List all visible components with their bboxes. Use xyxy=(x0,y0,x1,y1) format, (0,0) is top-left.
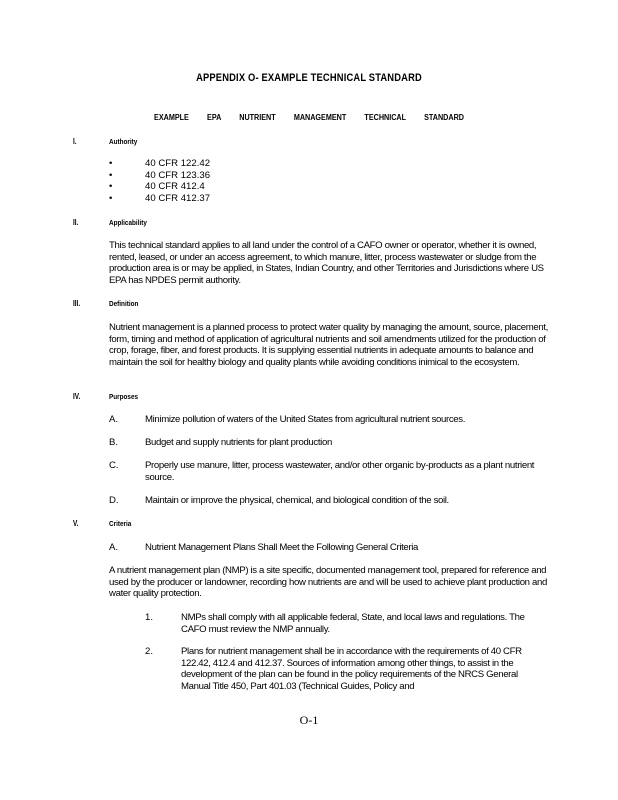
section-number-authority: I. xyxy=(73,137,77,146)
applicability-text: This technical standard applies to all land under the control of a CAFO owner or operator, whether it is owned, rented, leased, or under an access agreement, to which manure, litter, process wastewater or sludge from the production area is or may be applied, in States, Indian Country, and other Territories and Jurisdictions where US EPA has NPDES permit authority. xyxy=(109,240,544,286)
purpose-text-d: Maintain or improve the physical, chemical, and biological condition of the soil. xyxy=(145,495,449,506)
criteria-text-2: Plans for nutrient management shall be in accordance with the requirements of 40 CFR 122.42, 412.4 and 412.37. Sources of information among other things, to assist in the development of the plan can be found in the policy requirements of the NRCS General Manual Title 450, Part 401.03 (Technical Guides, Policy and xyxy=(181,646,522,692)
criteria-num-1: 1. xyxy=(145,612,154,623)
list-item: • 40 CFR 412.4 xyxy=(109,181,205,193)
section-heading-purposes: Purposes xyxy=(109,392,139,401)
criteria-num-2: 2. xyxy=(145,646,154,657)
purpose-text-b: Budget and supply nutrients for plant production xyxy=(145,437,332,448)
purpose-letter-c: C. xyxy=(109,460,119,471)
purpose-letter-a: A. xyxy=(109,414,119,425)
section-number-criteria: V. xyxy=(73,519,79,528)
section-heading-authority: Authority xyxy=(109,137,138,146)
purpose-letter-d: D. xyxy=(109,495,119,506)
purpose-letter-b: B. xyxy=(109,437,119,448)
section-heading-definition: Definition xyxy=(109,299,139,308)
authority-list xyxy=(109,158,210,204)
purpose-text-c: Properly use manure, litter, process wastewater, and/or other organic by-products as a plant nutrient source. xyxy=(145,460,535,483)
page-number: O-1 xyxy=(299,713,319,727)
criteria-text-1: NMPs shall comply with all applicable federal, State, and local laws and regulations. The CAFO must review the NMP annually. xyxy=(181,612,525,635)
purpose-text-a: Minimize pollution of waters of the United States from agricultural nutrient sources. xyxy=(145,414,466,425)
section-heading-applicability: Applicability xyxy=(109,218,147,227)
list-item: • 40 CFR 123.36 xyxy=(109,169,211,181)
criteria-sub-letter: A. xyxy=(109,542,119,553)
criteria-sub-heading: Nutrient Management Plans Shall Meet the Following General Criteria xyxy=(145,542,419,553)
list-item: • 40 CFR 122.42 xyxy=(109,158,211,169)
section-heading-criteria: Criteria xyxy=(109,519,132,528)
section-number-applicability: II. xyxy=(73,218,79,227)
definition-text: Nutrient management is a planned process to protect water quality by managing the amount, source, placement, form, timing and method of application of agricultural nutrients and soil amendments utilized for the production of crop, forage, fiber, and forest products. It is supplying essential nutrients in adequate amounts to balance and maintain the soil for healthy biology and quality plants while avoiding conditions inimical to the ecosystem. xyxy=(109,322,548,368)
document-subtitle: EXAMPLE EPA NUTRIENT MANAGEMENT TECHNICAL STANDARD xyxy=(154,113,464,122)
list-item: • 40 CFR 412.37 xyxy=(109,192,211,204)
section-number-definition: III. xyxy=(73,299,81,308)
criteria-intro: A nutrient management plan (NMP) is a site specific, documented management tool, prepared for reference and used by the producer or landowner, recording how nutrients are and will be used to achieve plant production and water quality protection. xyxy=(109,565,547,600)
section-number-purposes: IV. xyxy=(73,392,81,401)
document-title: APPENDIX O- EXAMPLE TECHNICAL STANDARD xyxy=(196,72,422,84)
